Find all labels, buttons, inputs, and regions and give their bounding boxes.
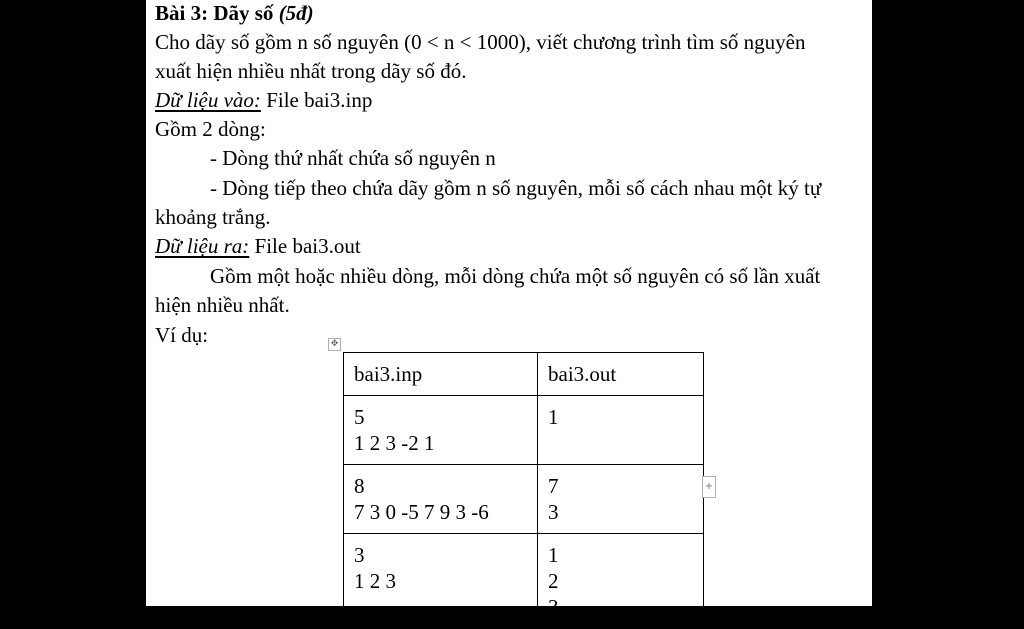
output-file: File bai3.out [249,234,361,258]
intro-line-2: xuất hiện nhiều nhất trong dãy số đó. [155,59,467,83]
row2-inp-line1: 8 [354,474,365,498]
example-label: Ví dụ: [155,323,209,347]
row3-inp [344,534,538,629]
row3-out-line1: 1 [548,543,559,567]
output-desc-1: Gồm một hoặc nhiều dòng, mỗi dòng chứa một số nguyên có số lần xuất [210,264,821,288]
row3-out [538,534,704,629]
table-header-row [344,353,704,396]
row2-out-line1: 7 [548,474,559,498]
row3-inp-line2: 1 2 3 [354,569,396,593]
input-file: File bai3.inp [260,88,373,112]
intro-line-1: Cho dãy số gồm n số nguyên (0 < n < 1000), viết chương trình tìm số nguyên [155,30,806,54]
table-row [344,396,704,465]
header-inp: bai3.inp [344,353,538,396]
row2-out-line2: 3 [548,500,559,524]
problem-title [155,0,314,26]
input-item-2a: - Dòng tiếp theo chứa dãy gồm n số nguyên, mỗi số cách nhau một ký tự [210,176,822,200]
input-description: Gồm 2 dòng: [155,117,266,141]
output-desc-2: hiện nhiều nhất. [155,293,290,317]
row1-inp-line1: 5 [354,405,365,429]
row2-inp-line2: 7 3 0 -5 7 9 3 -6 [354,500,489,524]
row3-out-line2: 2 [548,569,559,593]
example-table [343,352,704,629]
title-bold: Bài 3: Dãy số [155,1,274,25]
table-add-column-icon[interactable]: + [702,476,716,498]
row2-out [538,465,704,534]
row1-inp-line2: 1 2 3 -2 1 [354,431,435,455]
header-out: bai3.out [538,353,704,396]
row1-out [538,396,704,465]
table-row [344,465,704,534]
input-item-2b: khoảng trắng. [155,205,271,229]
row3-inp-line1: 3 [354,543,365,567]
output-heading [155,233,361,259]
output-label: Dữ liệu ra: [155,234,250,258]
row2-inp [344,465,538,534]
table-row [344,534,704,629]
title-points: (5đ) [278,1,314,25]
row1-inp [344,396,538,465]
row1-out-line1: 1 [548,405,559,429]
input-item-1: - Dòng thứ nhất chứa số nguyên n [210,146,496,170]
document-page [146,0,872,619]
table-move-handle-icon[interactable]: ✥ [328,338,341,351]
input-label: Dữ liệu vào: [155,88,261,112]
row3-out-line3: 3 [548,595,559,619]
input-heading [155,87,372,113]
